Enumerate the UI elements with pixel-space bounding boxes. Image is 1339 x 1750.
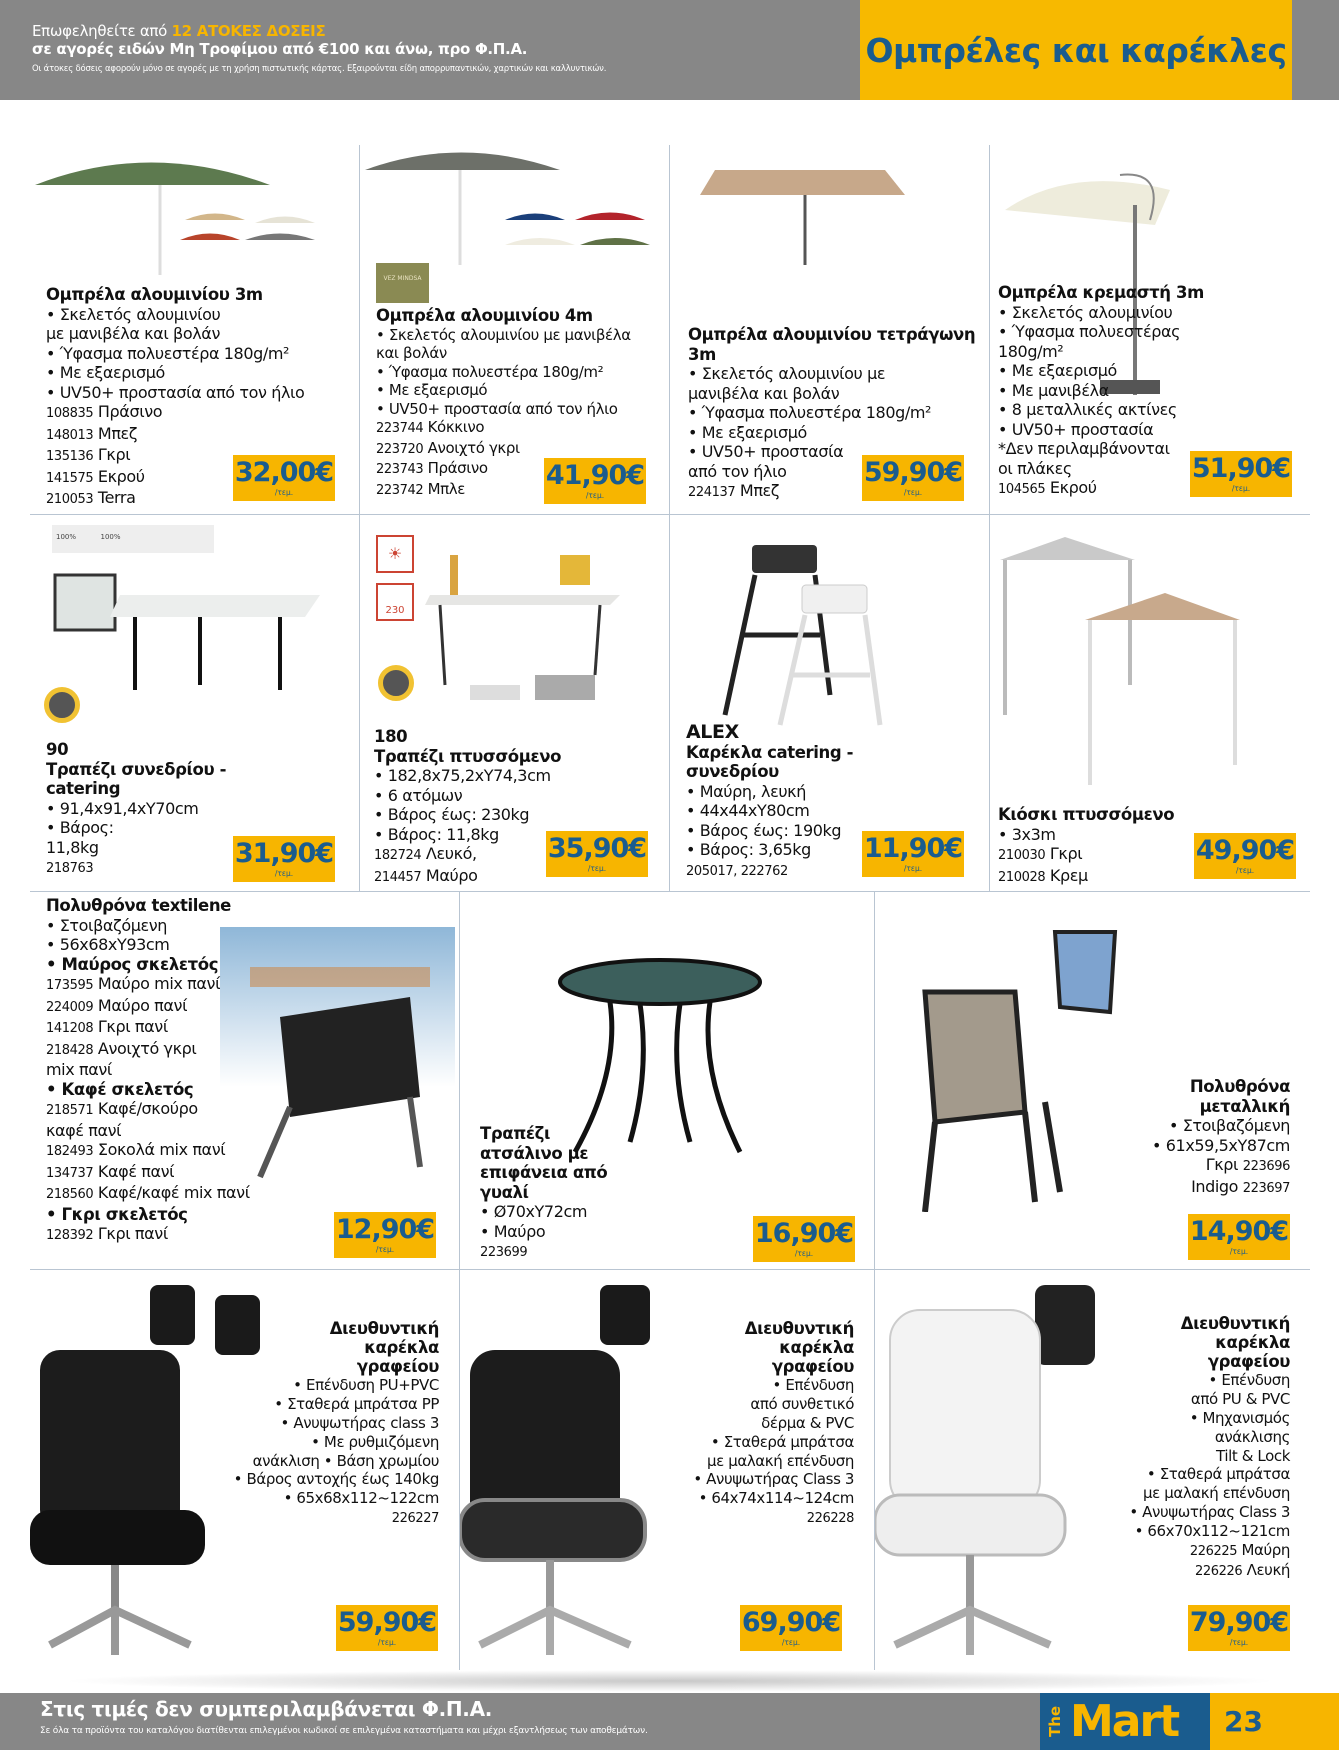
price-tag [544, 458, 646, 504]
spec-line: • Μαύρο [480, 1221, 546, 1241]
certification-strip [52, 525, 214, 553]
promo-block [32, 22, 606, 74]
variant-label: Μαύρη [1241, 1540, 1290, 1559]
price-value: 11,90€ [863, 833, 963, 864]
product-card-office-chair-2[interactable] [460, 1270, 875, 1670]
variant-label: Γκρι πανί [97, 1017, 168, 1036]
variant-label: Καφέ πανί [97, 1161, 175, 1181]
cert-label: 100% [56, 533, 77, 541]
variant-label: Πράσινο [97, 402, 163, 421]
page-number: 23 [1210, 1693, 1339, 1750]
spec-line: • 6 ατόμων [374, 785, 463, 805]
spec-line: από τον ήλιο [688, 461, 787, 481]
spec-line: *Δεν περιλαμβάνονται [998, 439, 1170, 458]
product-model: 90 [46, 740, 69, 759]
price-value: 14,90€ [1189, 1216, 1289, 1247]
variant-label: Ανοιχτό γκρι mix πανί [46, 1038, 197, 1079]
price-unit: /τεμ. [274, 869, 294, 878]
price-tag [862, 455, 964, 501]
spec-line: με μανιβέλα και βολάν [46, 324, 220, 343]
variant-code: 128392 [46, 1228, 94, 1243]
promo-note: Οι άτοκες δόσεις αφορούν μόνο σε αγορές με τη χρήση πιστωτικής κάρτας. Εξαιρούνται είδη απορρυπαντικών, χαρτικών και καλλυντικών. [32, 64, 607, 74]
price-value: 59,90€ [337, 1607, 437, 1638]
product-name: Διευθυντική καρέκλα γραφείου [1180, 1314, 1290, 1371]
price-tag [740, 1605, 842, 1651]
price-tag [1188, 1605, 1290, 1651]
spec-line: οι πλάκες [998, 458, 1072, 478]
spec-line: • Με εξαερισμό [688, 422, 807, 442]
footer-band [0, 1693, 1339, 1750]
variant-group-title: • Μαύρος σκελετός [46, 954, 219, 974]
metal-armchair-image [915, 922, 1175, 1212]
price-unit: /τεμ. [781, 1638, 801, 1647]
variant-label: Κόκκινο [427, 418, 485, 436]
folding-chairs-image [670, 515, 990, 735]
spec-line: Tilt & Lock [1216, 1446, 1290, 1465]
umbrella-image [360, 145, 670, 265]
spec-line: • Με εξαερισμό [46, 363, 165, 382]
spec-line: • Ύφασμα πολυεστέρα 180g/m² [688, 403, 932, 422]
variant-label: Λευκό, [425, 844, 477, 863]
vat-note: Στις τιμές δεν συμπεριλαμβάνεται Φ.Π.Α. [40, 1697, 493, 1721]
spec-line: • Επένδυση [1208, 1371, 1290, 1390]
logo-mart: Mart [1070, 1696, 1179, 1747]
spec-line: • Ανυψωτήρας class 3 [280, 1413, 439, 1432]
variant-label: Λευκή [1246, 1561, 1290, 1580]
product-name: Πολυθρόνα textilene [46, 896, 231, 915]
price-tag [233, 836, 335, 882]
variant-code: 104565 [998, 482, 1046, 497]
spec-line: ανάκλισης [1214, 1427, 1290, 1446]
product-card-kiosk[interactable] [990, 515, 1310, 892]
price-unit: /τεμ. [1235, 866, 1255, 875]
product-name: Κιόσκι πτυσσόμενο [998, 805, 1175, 824]
price-unit: /τεμ. [1231, 484, 1251, 493]
variant-code: 223743 [376, 462, 424, 477]
spec-line: • Στοιβαζόμενη [46, 915, 168, 935]
product-name: Ομπρέλα αλουμινίου τετράγωνη 3m [688, 325, 976, 364]
spec-line: • Σταθερά μπράτσα PP [274, 1395, 439, 1414]
spec-line: • Βάρος: [46, 818, 114, 837]
price-value: 49,90€ [1195, 835, 1295, 866]
spec-line: • Ύφασμα πολυεστέρα 180g/m² [46, 343, 290, 363]
product-name: Ομπρέλα αλουμινίου 3m [46, 285, 263, 304]
product-name: Πολυθρόνα μεταλλική [1189, 1077, 1290, 1116]
spec-line: • Ύφασμα πολυεστέρα 180g/m² [376, 362, 604, 381]
variant-code: 223696 [1242, 1159, 1290, 1174]
variant-label: Μπλε [427, 479, 465, 498]
spec-line: • 64x74x114~124cm [698, 1489, 854, 1508]
variant-label: Πράσινο [427, 459, 488, 477]
footer-shadow [60, 1670, 1280, 1692]
product-name: Διευθυντική καρέκλα γραφείου [744, 1319, 854, 1376]
price-value: 16,90€ [754, 1218, 854, 1249]
price-value: 79,90€ [1189, 1607, 1289, 1638]
product-card-umbrella-3m[interactable] [30, 145, 360, 515]
variant-code: 141208 [46, 1021, 94, 1036]
spec-line: 11,8kg [46, 837, 99, 857]
price-value: 59,90€ [863, 457, 963, 488]
variant-label: Terra [97, 488, 136, 507]
variant-code: 218571 [46, 1103, 94, 1118]
variant-code: 226225 [1189, 1543, 1238, 1559]
spec-line: • Ανυψωτήρας Class 3 [1129, 1502, 1290, 1521]
variant-code: 218428 [46, 1042, 94, 1058]
section-title-box [860, 0, 1292, 100]
spec-line: • 3x3m [998, 824, 1056, 844]
spec-line: • 66x70x112~121cm [1134, 1521, 1290, 1540]
product-card-office-chair-1[interactable] [30, 1270, 460, 1670]
price-value: 41,90€ [545, 460, 645, 491]
product-card-textilene-chair[interactable] [30, 892, 460, 1270]
promo-line1: Επωφεληθείτε από [32, 22, 172, 40]
price-value: 69,90€ [741, 1607, 841, 1638]
price-tag [753, 1216, 855, 1262]
product-card-office-chair-3[interactable] [875, 1270, 1310, 1670]
price-value: 35,90€ [547, 833, 647, 864]
variant-code: 210030 [998, 848, 1046, 863]
variant-label: Μπεζ [97, 423, 138, 443]
patio-chair-image [220, 927, 455, 1187]
variant-label: Indigo [1191, 1176, 1239, 1196]
spec-line: • UV50+ προστασία από τον ήλιο [46, 382, 305, 402]
variant-code: 135136 [46, 449, 94, 464]
product-name: Τραπέζι συνεδρίου - catering [46, 759, 227, 798]
price-unit: /τεμ. [587, 864, 607, 873]
promo-highlight: 12 ΑΤΟΚΕΣ ΔΟΣΕΙΣ [171, 22, 326, 40]
spec-line: • Σταθερά μπράτσα [710, 1432, 854, 1451]
spec-line: • Σκελετός αλουμινίου με [688, 364, 886, 383]
price-tag [862, 831, 964, 877]
price-unit: /τεμ. [1229, 1247, 1249, 1256]
variant-code: 182493 [46, 1144, 94, 1159]
product-card-folding-table-180[interactable] [360, 515, 670, 892]
spec-line: • 61x59,5xΥ87cm [1152, 1135, 1290, 1155]
availability-note: Σε όλα τα προϊόντα του καταλόγου διατίθενται επιλεγμένοι κωδικοί σε επιλεγμένα καταστήματα και μέχρι εξαντλήσεως των αποθεμάτων. [40, 1726, 648, 1736]
product-name: Τραπέζι πτυσσόμενο [374, 746, 562, 766]
spec-line: • UV50+ προστασία [688, 442, 844, 461]
spec-line: • 8 μεταλλικές ακτίνες [998, 400, 1177, 419]
variant-code: 226226 [1194, 1564, 1243, 1580]
product-logo-badge [44, 687, 80, 723]
variant-code: 148013 [46, 427, 94, 443]
variant-code: 108835 [46, 406, 94, 421]
variant-code: 224009 [46, 999, 94, 1015]
spec-line: • 91,4x91,4xΥ70cm [46, 798, 199, 818]
spec-line: • Βάρος αντοχής έως 140kg [233, 1470, 439, 1489]
variant-label: Καφέ/καφέ mix πανί [97, 1183, 250, 1202]
brand-badge: VEZ MINDSA [376, 263, 429, 303]
variant-label: Μπεζ [739, 481, 780, 500]
price-tag [233, 455, 335, 501]
variant-label: Γκρι [97, 445, 131, 464]
section-title: Ομπρέλες και καρέκλες [865, 30, 1287, 70]
table-image [30, 565, 350, 695]
variant-code: 205017, 222762 [686, 863, 788, 879]
spec-line: • Μαύρη, λευκή [686, 781, 806, 801]
kiosk-image [990, 515, 1310, 795]
spec-line: • Ύφασμα πολυεστέρας [998, 322, 1181, 341]
header-band [0, 0, 1339, 100]
price-value: 12,90€ [335, 1214, 435, 1245]
variant-label: Γκρι [1049, 844, 1083, 863]
product-card-glass-table[interactable] [460, 892, 875, 1270]
spec-line: • Επένδυση [772, 1376, 854, 1395]
price-unit: /τεμ. [377, 1638, 397, 1647]
variant-label: Καφέ/σκούρο καφέ πανί [46, 1099, 198, 1140]
product-card-metal-armchair[interactable] [875, 892, 1310, 1270]
price-tag [334, 1212, 436, 1258]
spec-line: • Με ρυθμιζόμενη [311, 1432, 439, 1451]
spec-line: • Σταθερά μπράτσα [1146, 1465, 1290, 1484]
variant-label: Ανοιχτό γκρι [427, 438, 520, 457]
office-chair-image [875, 1280, 1135, 1660]
product-model: 180 [374, 727, 408, 746]
variant-label: Γκρι [1205, 1155, 1239, 1174]
product-name: Καρέκλα catering - συνεδρίου [686, 742, 854, 781]
the-mart-logo [1040, 1693, 1210, 1750]
variant-code: 134737 [46, 1165, 94, 1181]
product-logo-badge [378, 665, 414, 701]
product-card-alex-chair[interactable] [670, 515, 990, 892]
spec-line: από PU & PVC [1190, 1390, 1290, 1409]
variant-code: 226227 [391, 1510, 439, 1526]
price-tag [1190, 451, 1292, 497]
umbrella-image [670, 145, 990, 285]
load-capacity-icon: 230 [376, 583, 414, 621]
price-tag [1188, 1214, 1290, 1260]
price-tag [336, 1605, 438, 1651]
office-chair-image [460, 1280, 720, 1660]
spec-line: ανάκλιση • Βάση χρωμίου [252, 1451, 439, 1470]
price-unit: /τεμ. [274, 488, 294, 497]
spec-line: με μαλακή επένδυση [706, 1451, 854, 1470]
variant-label: Σοκολά mix πανί [97, 1140, 226, 1159]
spec-line: • 44x44xΥ80cm [686, 801, 810, 820]
variant-group-title: • Καφέ σκελετός [46, 1079, 194, 1099]
variant-label: Γκρι πανί [97, 1224, 168, 1243]
spec-line: • Βάρος έως: 190kg [686, 820, 842, 840]
product-card-table-90[interactable] [30, 515, 360, 892]
variant-code: 214457 [374, 869, 422, 885]
variant-label: Κρεμ [1049, 865, 1088, 885]
spec-line: • Ø70xΥ72cm [480, 1202, 588, 1221]
spec-line: • UV50+ προστασία από τον ήλιο [376, 399, 618, 418]
product-name: Τραπέζι ατσάλινο με επιφάνεια από γυαλί [480, 1124, 608, 1202]
spec-line: • Επένδυση PU+PVC [293, 1376, 439, 1395]
cert-label: 100% [100, 533, 121, 541]
spec-line: • Με εξαερισμό [376, 381, 488, 399]
variant-code: 173595 [46, 978, 94, 993]
product-name: Ομπρέλα κρεμαστή 3m [998, 283, 1204, 302]
price-unit: /τεμ. [903, 864, 923, 873]
spec-line: • 65x68x112~122cm [283, 1489, 439, 1508]
price-value: 31,90€ [234, 838, 334, 869]
spec-line: • Βάρος: 3,65kg [686, 840, 811, 859]
weatherproof-icon: ☀ [376, 535, 414, 573]
variant-code: 182724 [374, 848, 422, 863]
logo-the: The [1046, 1705, 1064, 1737]
price-unit: /τεμ. [375, 1245, 395, 1254]
product-card-umbrella-hanging[interactable] [990, 145, 1310, 515]
spec-line: 180g/m² [998, 341, 1064, 361]
variant-code: 223699 [480, 1245, 528, 1260]
spec-line: • Σκελετός αλουμινίου [46, 304, 221, 324]
variant-label: Μαύρο πανί [97, 995, 188, 1015]
spec-line: • 56x68xΥ93cm [46, 935, 170, 954]
spec-line: μανιβέλα και βολάν [688, 383, 840, 403]
variant-code: 226228 [806, 1510, 854, 1526]
variant-group-title: • Γκρι σκελετός [46, 1204, 188, 1224]
price-tag [1194, 833, 1296, 879]
variant-code: 223720 [376, 441, 424, 457]
promo-line2: σε αγορές ειδών Μη Τροφίμου από €100 και άνω, προ Φ.Π.Α. [32, 40, 528, 58]
spec-line: από συνθετικό [750, 1395, 854, 1414]
product-card-umbrella-4m[interactable] [360, 145, 670, 515]
variant-code: 223744 [376, 421, 424, 436]
price-unit: /τεμ. [585, 491, 605, 500]
variant-label: Εκρού [1049, 478, 1097, 497]
variant-code: 224137 [688, 485, 736, 500]
variant-label: Μαύρο mix πανί [97, 974, 221, 993]
spec-line: δέρμα & PVC [761, 1413, 854, 1432]
variant-code: 141575 [46, 470, 94, 486]
price-unit: /τεμ. [794, 1249, 814, 1258]
folding-table-image [420, 535, 660, 705]
spec-line: • Στοιβαζόμενη [1168, 1116, 1290, 1135]
spec-line: • Σκελετός αλουμινίου [998, 302, 1173, 322]
variant-label: Εκρού [97, 466, 145, 486]
spec-line: και βολάν [376, 344, 447, 362]
price-value: 32,00€ [234, 457, 334, 488]
price-unit: /τεμ. [1229, 1638, 1249, 1647]
spec-line: • Ανυψωτήρας Class 3 [693, 1470, 854, 1489]
variant-label: Μαύρο [425, 865, 478, 885]
price-unit: /τεμ. [903, 488, 923, 497]
price-tag [546, 831, 648, 877]
variant-code: 223697 [1242, 1180, 1290, 1196]
spec-line: • Σκελετός αλουμινίου με μανιβέλα [376, 325, 631, 344]
variant-code: 210053 [46, 492, 94, 507]
product-card-umbrella-square[interactable] [670, 145, 990, 515]
spec-line: • UV50+ προστασία [998, 419, 1154, 439]
product-name: Ομπρέλα αλουμινίου 4m [376, 306, 593, 325]
spec-line: • Μηχανισμός [1189, 1408, 1290, 1427]
price-value: 51,90€ [1191, 453, 1291, 484]
spec-line: • Με μανιβέλα [998, 380, 1109, 400]
umbrella-image [30, 145, 350, 275]
variant-code: 223742 [376, 482, 424, 498]
variant-code: 218763 [46, 861, 94, 876]
spec-line: • Με εξαερισμό [998, 361, 1117, 380]
variant-code: 210028 [998, 869, 1046, 885]
product-model: ALEX [686, 721, 739, 743]
spec-line: με μαλακή επένδυση [1142, 1484, 1290, 1503]
spec-line: • Βάρος έως: 230kg [374, 805, 530, 824]
variant-code: 218560 [46, 1187, 94, 1202]
spec-line: • 182,8x75,2xΥ74,3cm [374, 766, 551, 785]
product-name: Διευθυντική καρέκλα γραφείου [329, 1319, 439, 1376]
spec-line: • Βάρος: 11,8kg [374, 824, 499, 844]
